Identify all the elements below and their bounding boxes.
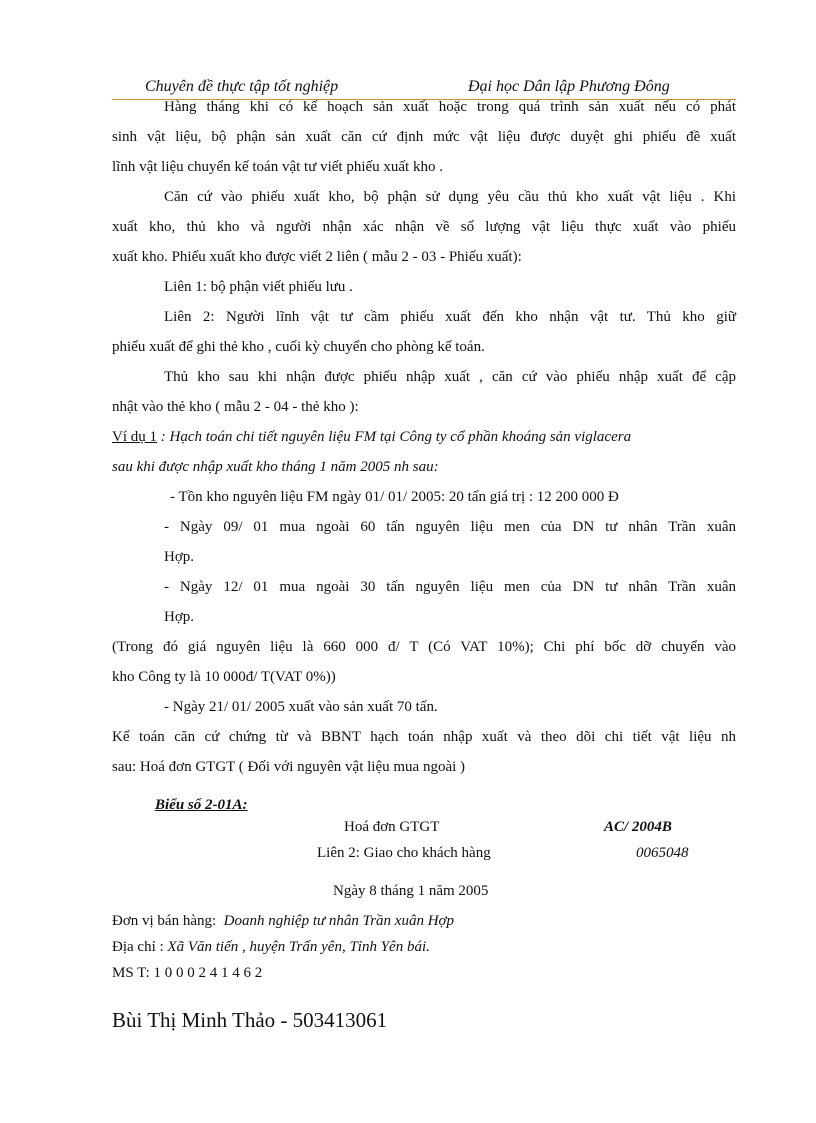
tax-value: 1 0 0 0 2 4 1 4 6 2 [153, 965, 263, 981]
example-label: Ví dụ 1 [112, 429, 157, 445]
paragraph-line: xuất kho. Phiếu xuất kho được viết 2 liên ( mẫu 2 - 03 - Phiếu xuất): [112, 249, 522, 265]
invoice-number: 0065048 [636, 845, 689, 861]
paragraph-line: lĩnh vật liệu chuyển kế toán vật tư viết phiếu xuất kho . [112, 159, 443, 175]
paragraph-line: kho Công ty là 10 000đ/ T(VAT 0%)) [112, 669, 336, 685]
tax-label: MS T: [112, 965, 150, 981]
bullet-item: - Ngày 09/ 01 mua ngoài 60 tấn nguyên liệu men của DN tư nhân Trần xuân [164, 519, 736, 535]
paragraph-line: Căn cứ vào phiếu xuất kho, bộ phận sử dụng yêu cầu thủ kho xuất vật liệu . Khi [164, 189, 736, 205]
bullet-item: - Ngày 12/ 01 mua ngoài 30 tấn nguyên liệu men của DN tư nhân Trần xuân [164, 579, 736, 595]
paragraph-line: Kế toán căn cứ chứng từ và BBNT hạch toán nhập xuất và theo dõi chi tiết vật liệu nh [112, 729, 736, 745]
paragraph-line: sinh vật liệu, bộ phận sản xuất căn cứ định mức vật liệu được duyệt ghi phiếu đề xuất [112, 129, 736, 145]
seller-label: Đơn vị bán hàng: [112, 913, 217, 929]
invoice-code: AC/ 2004B [604, 819, 672, 835]
example-line: sau khi được nhập xuất kho tháng 1 năm 2005 nh sau: [112, 459, 439, 475]
footer-author: Bùi Thị Minh Thảo - 503413061 [112, 1008, 388, 1032]
address-label: Địa chỉ : [112, 939, 164, 955]
invoice-label: Biểu số 2-01A: [155, 797, 248, 813]
paragraph-line: Liên 1: bộ phận viết phiếu lưu . [164, 279, 353, 295]
paragraph-line: Thủ kho sau khi nhận được phiếu nhập xuất , căn cứ vào phiếu nhập xuất để cập [164, 369, 736, 385]
example-title: : Hạch toán chi tiết nguyên liệu FM tại Công ty cổ phần khoáng sản viglacera [157, 429, 632, 445]
bullet-item: - Ngày 21/ 01/ 2005 xuất vào sản xuất 70 tấn. [164, 699, 438, 715]
invoice-title: Hoá đơn GTGT [344, 819, 440, 835]
tax-line [112, 958, 262, 988]
bullet-item: - Tồn kho nguyên liệu FM ngày 01/ 01/ 2005: 20 tấn giá trị : 12 200 000 Đ [170, 489, 619, 505]
address-value: Xã Văn tiến , huyện Trấn yên, Tỉnh Yên bái. [167, 939, 430, 955]
bullet-item: Hợp. [164, 549, 195, 565]
paragraph-line: (Trong đó giá nguyên liệu là 660 000 đ/ T (Có VAT 10%); Chi phí bốc dỡ chuyển vào [112, 639, 736, 655]
paragraph-line: xuất kho, thủ kho và người nhận xác nhận về số lượng vật liệu thực xuất vào phiếu [112, 219, 736, 235]
invoice-date: Ngày 8 tháng 1 năm 2005 [333, 883, 489, 899]
paragraph-line: nhật vào thẻ kho ( mẫu 2 - 04 - thẻ kho ): [112, 399, 359, 415]
invoice-copy: Liên 2: Giao cho khách hàng [317, 845, 491, 861]
paragraph-line: Liên 2: Người lĩnh vật tư cầm phiếu xuất đến kho nhận vật tư. Thủ kho giữ [164, 309, 736, 325]
paragraph-line: Hàng tháng khi có kế hoạch sản xuất hoặc trong quá trình sản xuất nếu có phát [164, 99, 736, 115]
header-left: Chuyên đề thực tập tốt nghiệp [145, 78, 339, 95]
example-line [112, 422, 631, 452]
seller-value: Doanh nghiệp tư nhân Trần xuân Hợp [223, 913, 455, 929]
bullet-item: Hợp. [164, 609, 195, 625]
paragraph-line: sau: Hoá đơn GTGT ( Đối với nguyên vật liệu mua ngoài ) [112, 759, 466, 775]
header-right: Đại học Dân lập Phương Đông [468, 78, 670, 95]
paragraph-line: phiếu xuất để ghi thẻ kho , cuối kỳ chuyển cho phòng kế toán. [112, 339, 485, 355]
